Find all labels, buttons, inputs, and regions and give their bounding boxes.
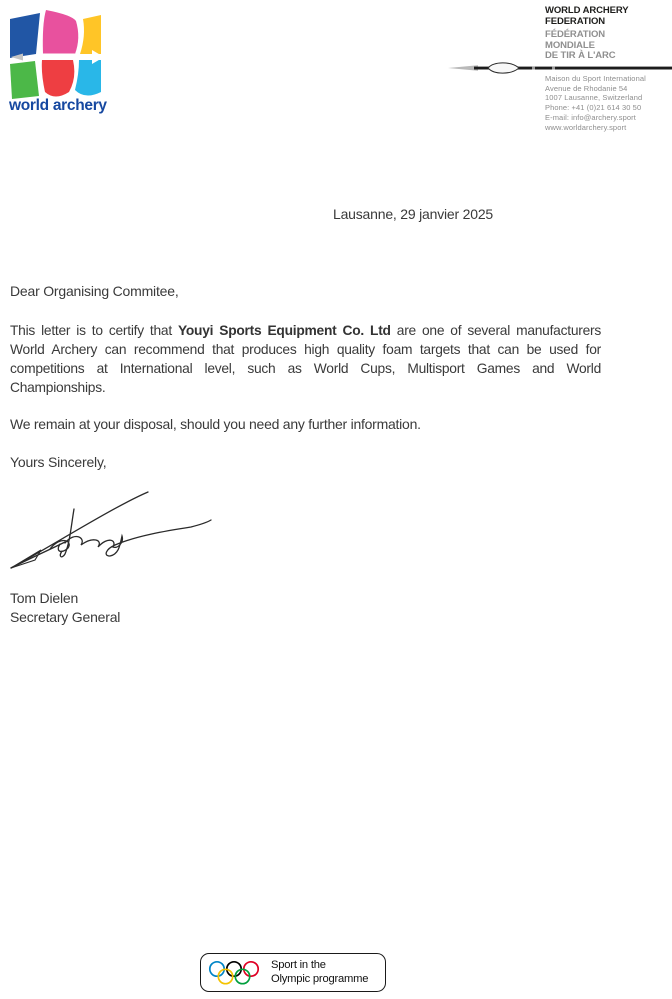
company-name: Youyi Sports Equipment Co. Ltd: [177, 323, 391, 338]
olympic-programme-badge: [200, 953, 386, 992]
signer-name: Tom Dielen: [10, 590, 79, 606]
valediction: Yours Sincerely,: [10, 454, 107, 470]
org-name-fr-line2: MONDIALE: [545, 39, 595, 51]
logo-wordmark: world archery: [9, 97, 107, 114]
org-name-fr-line3: DE TIR À L'ARC: [545, 50, 616, 61]
address-line-email: E-mail: info@archery.sport: [545, 112, 636, 122]
world-archery-logo-icon: [10, 8, 101, 99]
olympic-rings-icon: [207, 958, 263, 988]
signer-title: Secretary General: [10, 609, 121, 625]
org-name-en-line2: FEDERATION: [545, 15, 606, 27]
olympic-label-line2: Olympic programme: [271, 972, 369, 985]
dateline: Lausanne, 29 janvier 2025: [333, 206, 494, 222]
salutation: Dear Organising Commitee,: [10, 283, 179, 299]
body-paragraph: [10, 321, 601, 397]
address-line-1: Maison du Sport International: [545, 74, 646, 83]
signature-icon: [5, 487, 215, 575]
address-line-3: 1007 Lausanne, Switzerland: [545, 93, 643, 103]
address-block: [545, 74, 646, 132]
org-name-block: [545, 6, 629, 62]
org-name-en-line1: WORLD ARCHERY: [545, 5, 629, 16]
address-line-phone: Phone: +41 (0)21 614 30 50: [545, 103, 642, 113]
olympic-programme-label: [271, 959, 368, 986]
olympic-label-line1: Sport in the: [271, 959, 326, 971]
body-text-before: This letter is to certify that: [10, 323, 178, 338]
body-text-after: are one of several manufacturers World Archery can recommend that produces high quality foam targets that can be used for competitions at International level, such as World Cups, Multisport Games and World Championships.: [10, 323, 602, 395]
closing-line: We remain at your disposal, should you need any further information.: [10, 416, 421, 432]
address-line-website: www.worldarchery.sport: [545, 122, 627, 132]
address-line-2: Avenue de Rhodanie 54: [545, 83, 628, 93]
org-name-fr-line1: FÉDÉRATION: [545, 29, 606, 40]
